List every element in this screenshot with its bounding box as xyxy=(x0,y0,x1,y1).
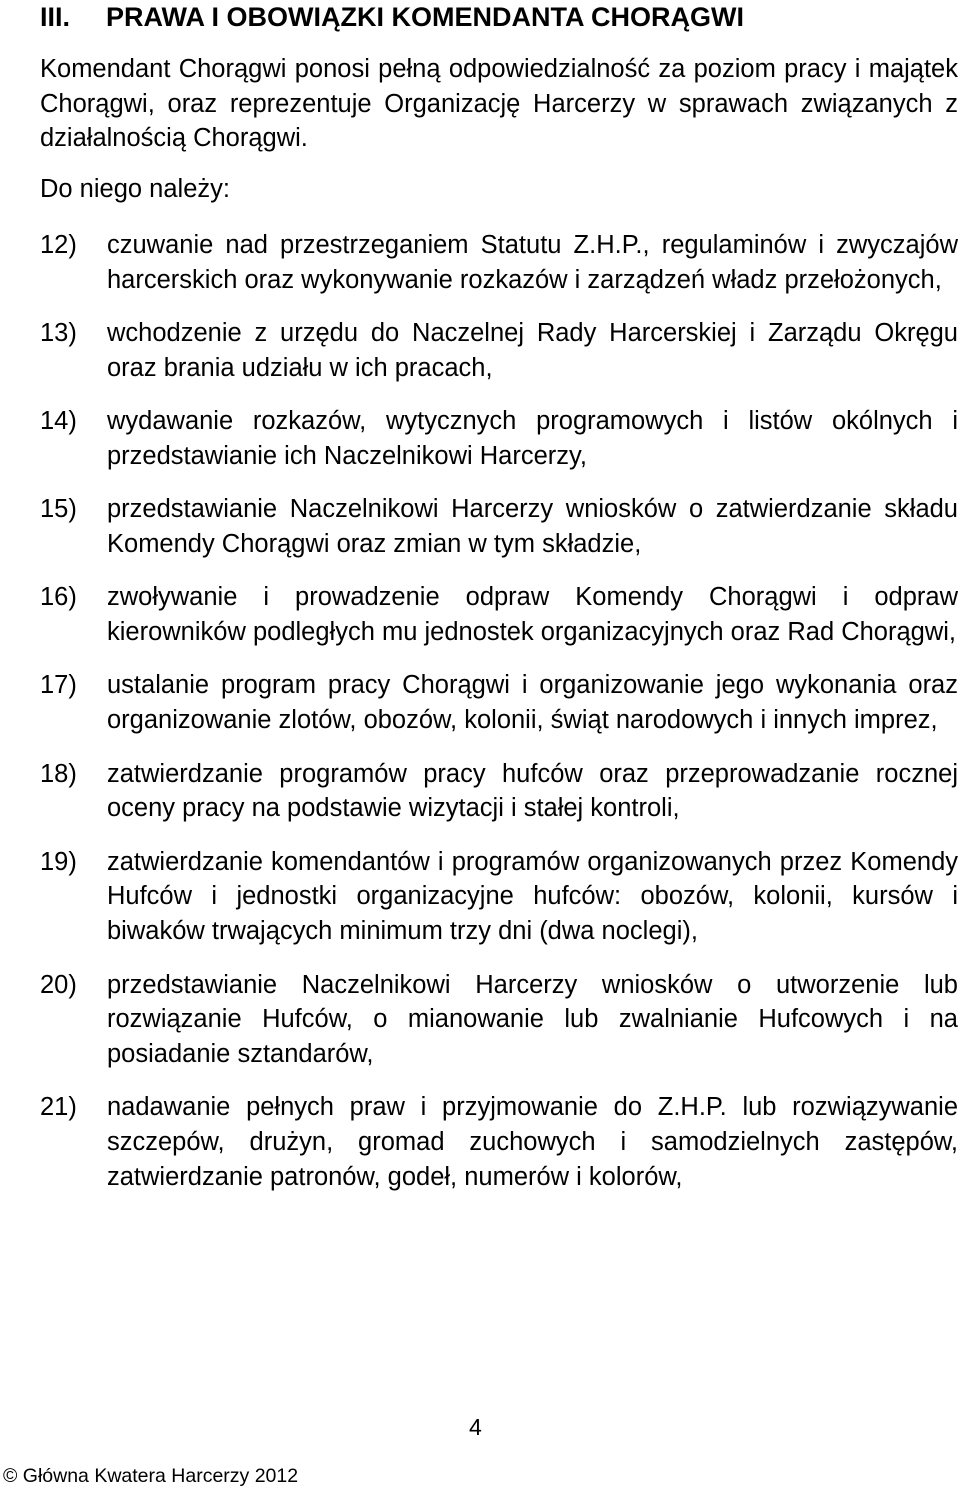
list-item-text: czuwanie nad przestrzeganiem Statutu Z.H.P., regulaminów i zwyczajów harcerskich oraz wykonywanie rozkazów i zarządzeń władz przełożonych, xyxy=(107,231,958,294)
lead-text: Do niego należy: xyxy=(40,175,230,203)
list-item xyxy=(40,316,958,386)
list-item-marker: 16) xyxy=(40,583,77,612)
list-item xyxy=(40,1090,958,1194)
duties-list xyxy=(40,228,958,1213)
list-item xyxy=(40,668,958,738)
list-item-text: przedstawianie Naczelnikowi Harcerzy wniosków o zatwierdzanie składu Komendy Chorągwi oraz zmian w tym składzie, xyxy=(107,495,958,559)
list-item-marker: 20) xyxy=(40,970,77,999)
section-title: PRAWA I OBOWIĄZKI KOMENDANTA CHORĄGWI xyxy=(106,2,744,32)
section-number: III. xyxy=(40,2,71,32)
list-item-marker: 14) xyxy=(40,407,77,436)
list-item xyxy=(40,228,958,298)
intro-paragraph: Komendant Chorągwi ponosi pełną odpowiedzialność za poziom pracy i majątek Chorągwi, oraz reprezentuje Organizację Harcerzy w sprawach związanych z działalnością Chorągwi. xyxy=(40,55,958,152)
list-item xyxy=(40,404,958,474)
section-heading xyxy=(40,0,940,34)
copyright-footer: © Główna Kwatera Harcerzy 2012 xyxy=(3,1465,299,1487)
list-item-text: przedstawianie Naczelnikowi Harcerzy wniosków o utworzenie lub rozwiązanie Hufców, o mianowanie lub zwalnianie Hufcowych i na posiadanie sztandarów, xyxy=(107,970,958,1069)
list-item-text: zwoływanie i prowadzenie odpraw Komendy Chorągwi i odpraw kierowników podległych mu jednostek organizacyjnych oraz Rad Chorągwi, xyxy=(107,583,958,647)
list-item xyxy=(40,757,958,827)
list-item-marker: 19) xyxy=(40,847,77,876)
list-item-text: wchodzenie z urzędu do Naczelnej Rady Harcerskiej i Zarządu Okręgu oraz brania udziału w ich pracach, xyxy=(107,319,958,382)
list-item-marker: 17) xyxy=(40,671,77,700)
list-item xyxy=(40,968,958,1072)
list-item-marker: 18) xyxy=(40,759,77,788)
list-item xyxy=(40,845,958,949)
list-item-marker: 13) xyxy=(40,319,77,348)
list-item xyxy=(40,492,958,562)
list-item-marker: 15) xyxy=(40,495,77,524)
list-item-marker: 12) xyxy=(40,231,77,259)
list-item-text: zatwierdzanie programów pracy hufców oraz przeprowadzanie rocznej oceny pracy na podstawie wizytacji i stałej kontroli, xyxy=(107,759,958,823)
list-item xyxy=(40,580,958,650)
list-item-marker: 21) xyxy=(40,1093,77,1122)
list-item-text: zatwierdzanie komendantów i programów organizowanych przez Komendy Hufców i jednostki organizacyjne hufców: obozów, kolonii, kursów i biwaków trwających minimum trzy dni (dwa noclegi), xyxy=(107,847,958,946)
list-item-text: ustalanie program pracy Chorągwi i organizowanie jego wykonania oraz organizowanie zlotów, obozów, kolonii, świąt narodowych i innych imprez, xyxy=(107,671,958,735)
page-number: 4 xyxy=(469,1414,482,1440)
list-item-text: nadawanie pełnych praw i przyjmowanie do Z.H.P. lub rozwiązywanie szczepów, drużyn, gromad zuchowych i samodzielnych zastępów, zatwierdzanie patronów, godeł, numerów i kolorów, xyxy=(107,1093,958,1192)
list-item-text: wydawanie rozkazów, wytycznych programowych i listów okólnych i przedstawianie ich Naczelnikowi Harcerzy, xyxy=(107,407,958,470)
